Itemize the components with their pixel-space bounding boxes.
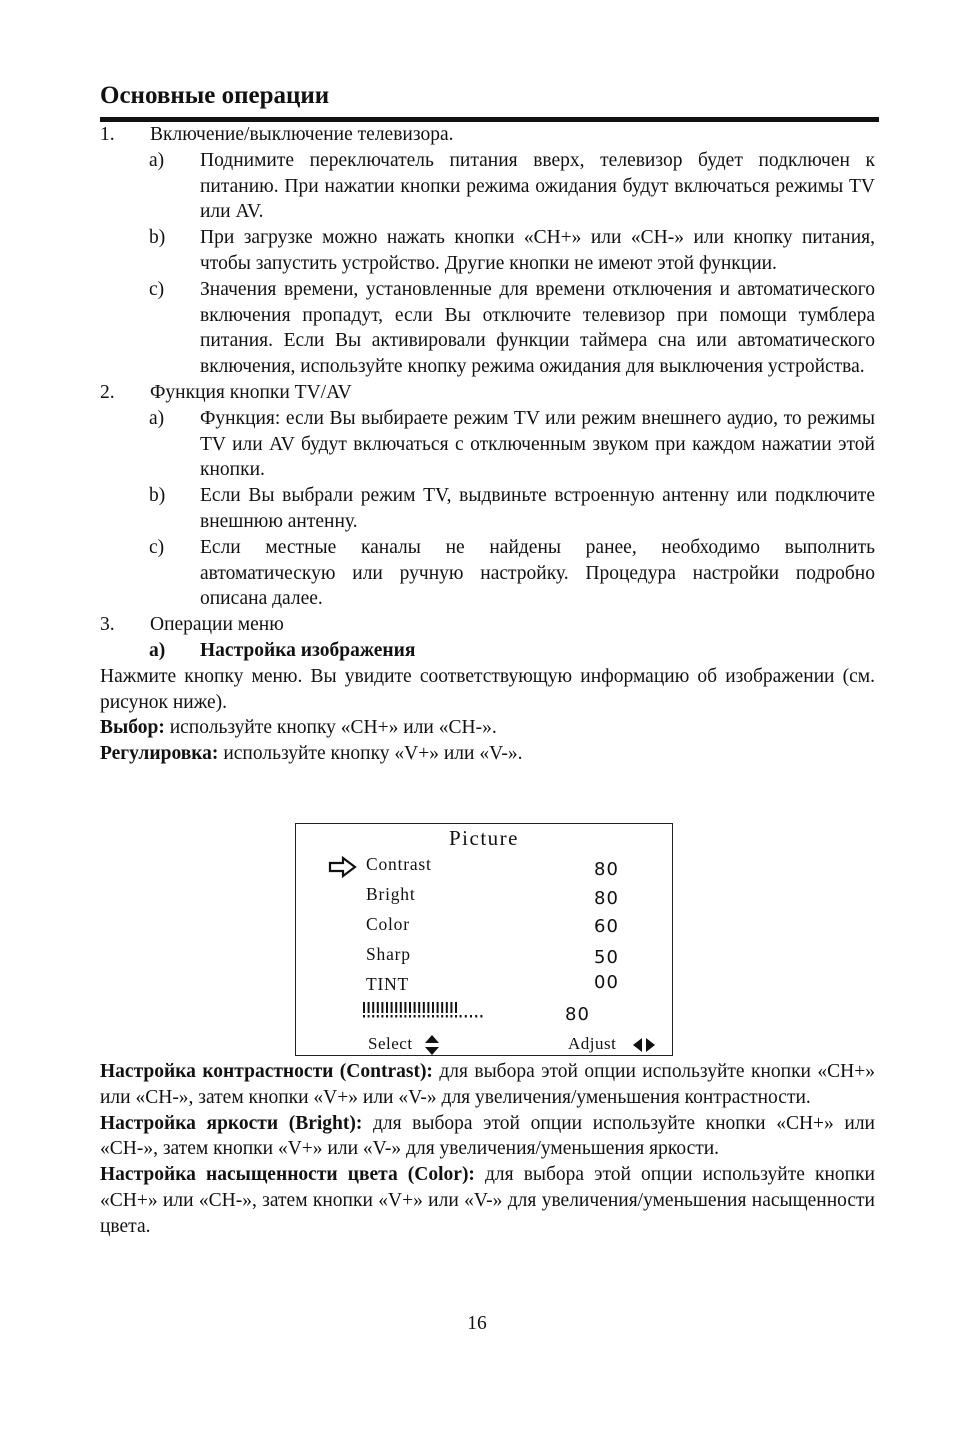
- level-tick-dot: [377, 1015, 379, 1018]
- description-text: для выбора этой опции используйте кнопки «CH+» или «CH-», затем кнопки «V+» или «V-» для увеличения/уменьшения контрастности.: [100, 1061, 875, 1108]
- page-number: 16: [467, 1313, 487, 1334]
- level-tick-dot: [455, 1015, 457, 1018]
- menu-item-tint: TINT: [366, 974, 410, 994]
- level-tick-filled: [441, 1002, 443, 1013]
- list-item: [100, 406, 875, 483]
- menu-item-bright: Bright: [366, 884, 416, 904]
- list-item: [100, 225, 875, 277]
- description-label: Настройка контрастности (Contrast):: [100, 1061, 433, 1082]
- level-tick-filled: [427, 1002, 429, 1013]
- page-content: [100, 122, 875, 767]
- level-tick-empty: [460, 1015, 462, 1018]
- menu-value-bright: 80: [594, 888, 619, 909]
- level-tick-empty: [465, 1015, 467, 1018]
- section-1-heading: [100, 122, 875, 148]
- level-tick-filled: [377, 1002, 379, 1013]
- level-tick-filled: [395, 1002, 397, 1013]
- level-tick-dot: [409, 1015, 411, 1018]
- section-number: 2.: [100, 381, 115, 403]
- color-description: [100, 1162, 875, 1239]
- picture-menu-illustration: [295, 823, 673, 1056]
- level-tick-empty: [480, 1015, 482, 1018]
- section-title: Операции меню: [150, 614, 284, 636]
- menu-value-color: 60: [594, 916, 619, 937]
- select-text: используйте кнопку «CH+» или «CH-».: [164, 717, 497, 739]
- level-tick-filled: [432, 1002, 434, 1013]
- level-tick-filled: [386, 1002, 388, 1013]
- level-tick-filled: [423, 1002, 425, 1013]
- list-item: [100, 535, 875, 612]
- menu-item-color: Color: [366, 914, 410, 934]
- level-tick-filled: [400, 1002, 402, 1013]
- level-tick-filled: [446, 1002, 448, 1013]
- level-tick-filled: [409, 1002, 411, 1013]
- level-tick-dot: [418, 1015, 420, 1018]
- section-number: 3.: [100, 614, 115, 636]
- page-title: Основные операции: [100, 82, 330, 109]
- section-title: Включение/выключение телевизора.: [150, 124, 454, 145]
- item-text: Поднимите переключатель питания вверх, телевизор будет подключен к питанию. При нажатии кнопки режима ожидания будут включаться режимы TV или AV.: [200, 149, 875, 223]
- level-tick-dot: [404, 1015, 406, 1018]
- description-label: Настройка насыщенности цвета (Color):: [100, 1164, 475, 1186]
- item-text: При загрузке можно нажать кнопки «CH+» или «CH-» или кнопку питания, чтобы запустить устройство. Другие кнопки не имеют этой функции.: [200, 227, 875, 274]
- level-tick-filled: [368, 1002, 370, 1013]
- item-text: Функция: если Вы выбираете режим TV или режим внешнего аудио, то режимы TV или AV будут включаться с отключенным звуком при каждом нажатии этой кнопки.: [200, 407, 875, 481]
- contrast-description: [100, 1059, 875, 1111]
- level-tick-dot: [363, 1015, 365, 1018]
- level-tick-filled: [455, 1002, 457, 1013]
- menu-value-tint: 00: [594, 972, 619, 993]
- level-tick-dot: [450, 1015, 452, 1018]
- menu-title: Picture: [449, 826, 519, 850]
- item-letter: c): [149, 536, 165, 558]
- menu-item-sharp: Sharp: [366, 944, 411, 964]
- adjust-instruction: [100, 741, 875, 767]
- adjust-text: используйте кнопку «V+» или «V-».: [218, 743, 523, 765]
- level-tick-dot: [400, 1015, 402, 1018]
- item-text: Если Вы выбрали режим TV, выдвиньте встроенную антенну или подключите внешнюю антенну.: [200, 485, 875, 532]
- level-tick-empty: [475, 1015, 477, 1018]
- adjust-label: Регулировка:: [100, 743, 219, 765]
- descriptions: [100, 1059, 875, 1240]
- level-tick-empty: [470, 1015, 472, 1018]
- list-item: [100, 277, 875, 380]
- item-letter: b): [149, 227, 166, 249]
- intro-paragraph: Нажмите кнопку меню. Вы увидите соответствующую информацию об изображении (см. рисунок ниже).: [100, 665, 875, 713]
- level-tick-dot: [391, 1015, 393, 1018]
- level-tick-dot: [372, 1015, 374, 1018]
- subsection-title: Настройка изображения: [200, 639, 416, 661]
- level-tick-dot: [414, 1015, 416, 1018]
- level-tick-filled: [450, 1002, 452, 1013]
- description-text: для выбора этой опции используйте кнопки «CH+» или «CH-», затем кнопки «V+» или «V-» для увеличения/уменьшения яркости.: [100, 1112, 875, 1160]
- section-number: 1.: [100, 124, 115, 145]
- level-bar: [362, 1001, 520, 1019]
- level-tick-dot: [446, 1015, 448, 1018]
- level-tick-filled: [381, 1002, 383, 1013]
- item-letter: b): [149, 485, 166, 507]
- level-tick-dot: [437, 1015, 439, 1018]
- level-bar-value: 80: [565, 1004, 590, 1025]
- up-down-arrows-icon: [424, 1034, 440, 1056]
- subsection-heading: [100, 638, 875, 664]
- select-instruction: [100, 715, 875, 741]
- select-label: Выбор:: [100, 717, 165, 739]
- menu-item-contrast: Contrast: [366, 854, 432, 874]
- level-tick-filled: [391, 1002, 393, 1013]
- level-tick-dot: [427, 1015, 429, 1018]
- pointer-arrow-icon: [328, 856, 358, 878]
- section-title: Функция кнопки TV/AV: [150, 381, 352, 403]
- adjust-hint-label: Adjust: [568, 1034, 617, 1053]
- left-right-arrows-icon: [632, 1037, 656, 1053]
- section-3-heading: [100, 612, 875, 638]
- level-tick-filled: [372, 1002, 374, 1013]
- level-tick-filled: [363, 1002, 365, 1013]
- level-tick-dot: [423, 1015, 425, 1018]
- level-tick-filled: [418, 1002, 420, 1013]
- section-2-heading: [100, 380, 875, 406]
- level-tick-dot: [432, 1015, 434, 1018]
- item-text: Если местные каналы не найдены ранее, необходимо выполнить автоматическую или ручную настройку. Процедура настройки подробно описана далее.: [200, 536, 875, 610]
- description-label: Настройка яркости (Bright):: [100, 1112, 363, 1134]
- level-tick-filled: [437, 1002, 439, 1013]
- level-tick-dot: [395, 1015, 397, 1018]
- level-tick-dot: [381, 1015, 383, 1018]
- item-letter: a): [149, 639, 166, 661]
- select-hint-label: Select: [368, 1034, 413, 1053]
- list-item: [100, 483, 875, 535]
- item-letter: c): [149, 278, 165, 300]
- level-tick-filled: [404, 1002, 406, 1013]
- level-tick-filled: [414, 1002, 416, 1013]
- item-text: Значения времени, установленные для времени отключения и автоматического включения пропадут, если Вы отключите телевизор при помощи тумблера питания. Если Вы активировали функции таймера сна или автоматического включения, используйте кнопку режима ожидания для выключения устройства.: [200, 278, 875, 378]
- item-letter: a): [149, 149, 165, 171]
- level-tick-dot: [368, 1015, 370, 1018]
- menu-value-sharp: 50: [594, 947, 619, 968]
- description-text: для выбора этой опции используйте кнопки «CH+» или «CH-», затем кнопки «V+» или «V-» для увеличения/уменьшения насыщенности цвета.: [100, 1164, 875, 1237]
- menu-value-contrast: 80: [594, 859, 619, 880]
- bright-description: [100, 1111, 875, 1163]
- level-tick-dot: [441, 1015, 443, 1018]
- level-tick-dot: [386, 1015, 388, 1018]
- list-item: [100, 148, 875, 225]
- item-letter: a): [149, 407, 165, 429]
